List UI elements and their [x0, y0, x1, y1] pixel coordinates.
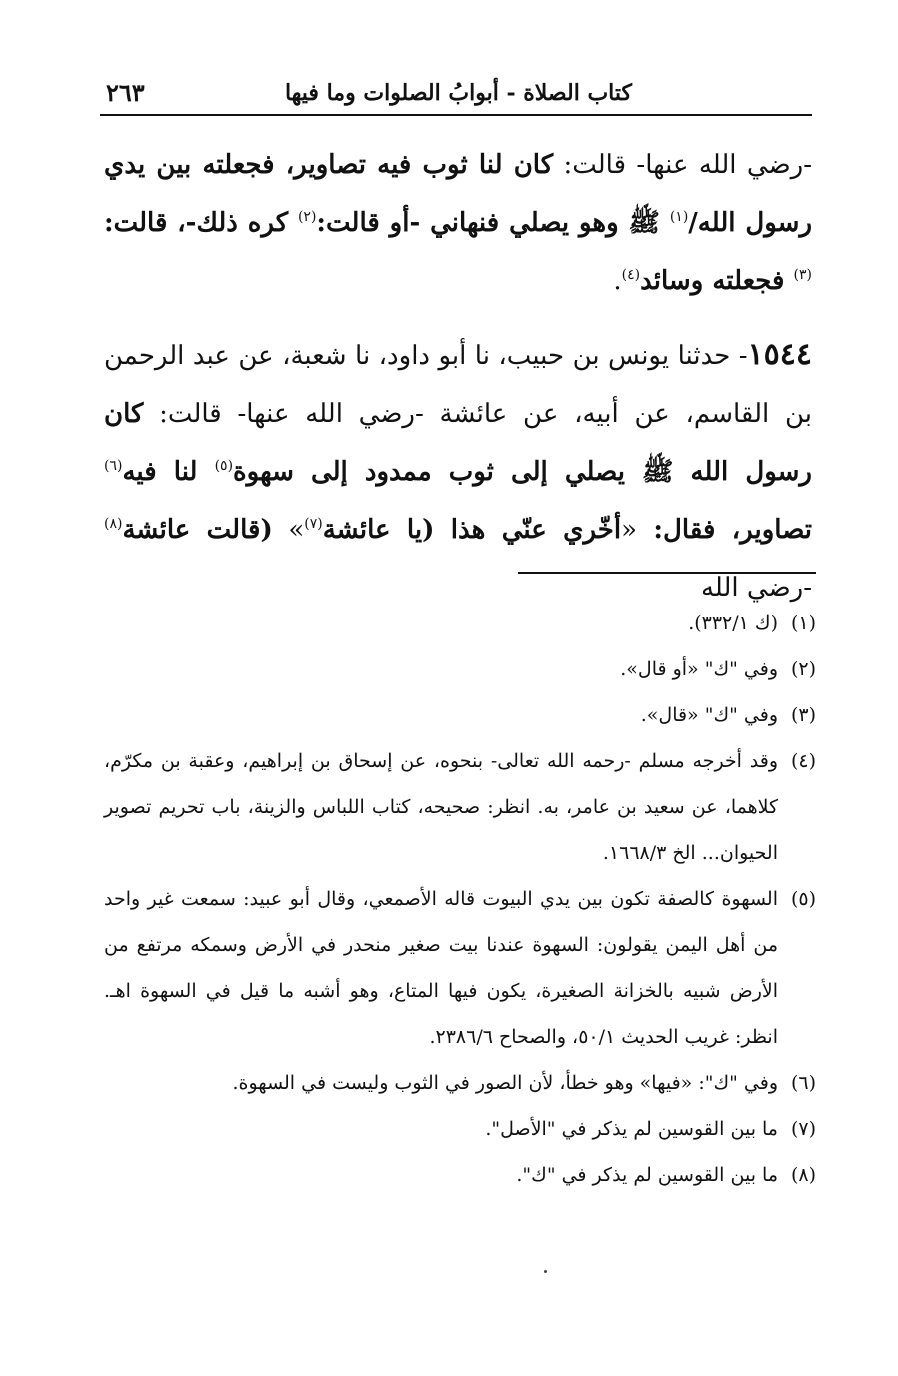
hadith-text: كان لنا ثوب فيه تصاوير، فجعلته بين يدي رسول الله/	[104, 150, 813, 238]
footnote-text: وفي "ك" «أو قال».	[620, 658, 778, 680]
footnote-number: (٣)	[790, 704, 816, 726]
hadith-text: كان رسول الله ﷺ يصلي إلى ثوب ممدود إلى سهوة	[104, 399, 812, 487]
footnote-item	[104, 1152, 816, 1198]
footnote-number: (٦)	[790, 1072, 816, 1094]
footnote-text: ما بين القوسين لم يذكر في "الأصل".	[485, 1118, 778, 1140]
footnote-number: (٢)	[790, 658, 816, 680]
footnote-number: (١)	[790, 612, 816, 634]
hadith-text: أخّري عنّي هذا (يا عائشة	[322, 515, 622, 545]
paragraph-gap	[104, 310, 812, 326]
footnotes	[104, 600, 816, 1198]
footnote-ref[interactable]: (٨)	[104, 516, 123, 532]
page-number: ٢٦٣	[106, 78, 145, 107]
footnote-ref[interactable]: (٧)	[304, 516, 323, 532]
footnote-item	[104, 876, 816, 1060]
footnote-divider	[518, 572, 816, 574]
running-header	[100, 76, 812, 116]
footnote-item	[104, 738, 816, 876]
hadith-text: ﷺ وهو يصلي فنهاني	[420, 208, 670, 238]
footnote-text: وفي "ك": «فيها» وهو خطأ، لأن الصور في الثوب وليست في السهوة.	[232, 1072, 778, 1094]
hadith-text: كره ذلك-، قالت:	[104, 208, 298, 238]
footnote-ref[interactable]: (٤)	[621, 267, 641, 283]
scan-speck	[544, 1270, 547, 1273]
footnote-ref[interactable]: (٣)	[793, 267, 812, 283]
paragraph-1	[104, 136, 812, 310]
footnote-number: (٨)	[790, 1164, 816, 1186]
hadith-text: (قالت عائشة	[122, 515, 273, 545]
isnad-text: - حدثنا يونس بن حبيب، نا أبو داود، نا شعبة، عن عبد الرحمن بن القاسم، عن أبيه، عن عائشة -رضي الله عنها- قالت:	[104, 341, 812, 429]
footnote-number: (٧)	[790, 1118, 816, 1140]
footnote-number: (٥)	[790, 888, 816, 910]
hadith-number: ١٥٤٤	[747, 337, 812, 372]
text-segment: .	[613, 266, 622, 296]
footnote-text: وفي "ك" «قال».	[640, 704, 778, 726]
footnote-ref[interactable]: (٢)	[297, 209, 317, 225]
footnote-ref[interactable]: (٥)	[214, 458, 234, 474]
hadith-text: -أو قالت:	[316, 208, 421, 238]
hadith-text: فجعلته وسائد	[640, 266, 794, 296]
footnote-text: السهوة كالصفة تكون بين يدي البيوت قاله الأصمعي، وقال أبو عبيد: سمعت غير واحد من أهل اليمن يقولون: السهوة عندنا بيت صغير منحدر في الأرض وسمكه مرتفع من الأرض شبيه بالخزانة الصغيرة، يكون فيها المتاع، وهو أشبه ما قيل في السهوة اهـ. انظر: غريب الحديث ٥٠/١، والصحاح ٢٣٨٦/٦.	[104, 888, 778, 1048]
footnote-ref[interactable]: (١)	[669, 209, 689, 225]
footnote-item	[104, 1060, 816, 1106]
footnote-number: (٤)	[790, 750, 816, 772]
header-title: كتاب الصلاة - أبوابُ الصلوات وما فيها	[284, 80, 632, 106]
footnote-item	[104, 600, 816, 646]
hadith-text: تصاوير، فقال:	[637, 515, 813, 545]
hadith-text: لنا فيه	[122, 457, 215, 487]
footnote-text: وقد أخرجه مسلم -رحمه الله تعالى- بنحوه، عن إسحاق بن إبراهيم، وعقبة بن مكرّم، كلاهما، عن سعيد بن عامر، به. انظر: صحيحه، كتاب اللباس والزينة، باب تحريم تصوير الحيوان... الخ ١٦٦٨/٣.	[104, 750, 778, 864]
footnote-ref[interactable]: (٦)	[104, 458, 123, 474]
footnote-item	[104, 646, 816, 692]
main-text	[104, 136, 812, 617]
quote-mark: »	[272, 515, 305, 545]
text-segment: -رضي الله	[700, 573, 812, 603]
footnote-text: (ك ٣٣٢/١).	[688, 612, 778, 634]
footnote-item	[104, 1106, 816, 1152]
text-segment: -رضي الله عنها- قالت:	[553, 150, 813, 180]
footnote-item	[104, 692, 816, 738]
quote-mark: «	[621, 515, 638, 545]
footnote-text: ما بين القوسين لم يذكر في "ك".	[516, 1164, 778, 1186]
